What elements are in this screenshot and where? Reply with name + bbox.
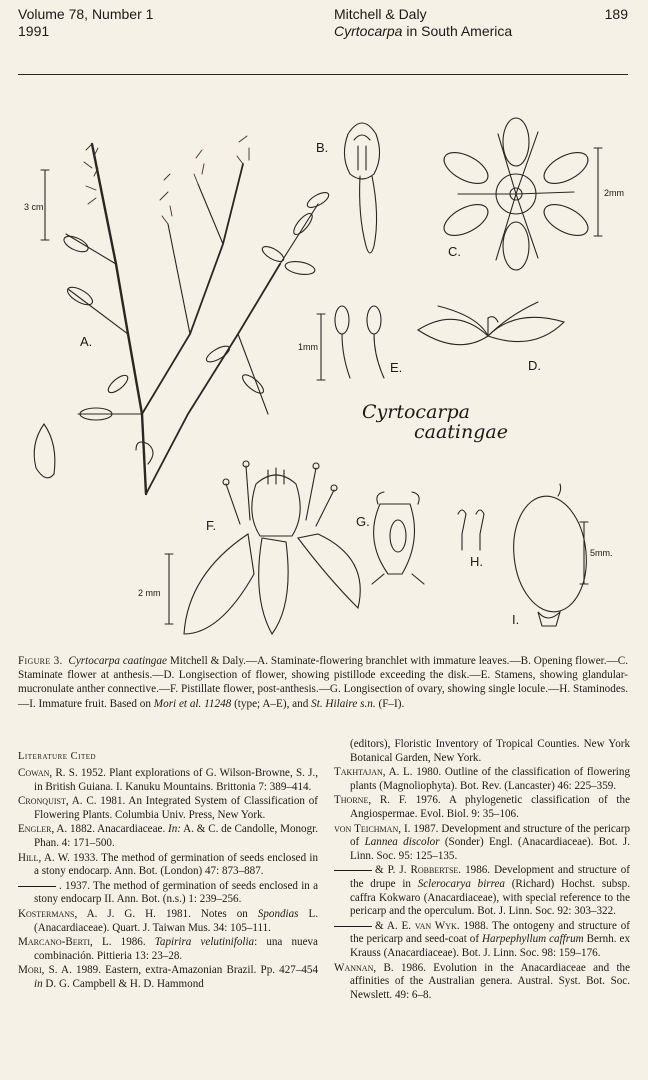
reference-continuation: (editors), Floristic Inventory of Tropical Counties. New York Botanical Garden, New York. [350,738,630,764]
scale-bar-i [580,522,588,584]
reference-italic: In: [168,823,181,836]
staminate-flower-c [439,118,593,270]
journal-volume: Volume 78, Number 1 [18,6,154,22]
branchlet-drawing-a [66,144,318,494]
ovary-longisection-g [372,492,424,584]
caption-text-2: (type; A–E), and [231,697,312,710]
reference-entry [334,920,630,961]
reference-text: 1989. Eastern, extra-Amazonian Brazil. Pp. 427–454 [71,964,319,977]
reference-text: . 1937. The method of germination of seeds enclosed in a stony endocarp II. Ann. Bot. (n.s.) 1: 239–256. [34,879,318,906]
scale-label-a: 3 cm [24,202,44,212]
reference-entry [334,962,630,1003]
reference-author: Cronquist, A. C. [18,795,97,808]
reference-text: 1981. An Integrated System of Classification of Flowering Plants. Columbia Univ. Press, New York. [34,795,318,821]
panel-label-a: A. [80,334,93,349]
staminodes-h [458,510,484,550]
botanical-illustration-plate [18,84,630,644]
scale-label-e: 1mm [298,342,318,352]
reference-text: 1988. The ontogeny and structure of the pericarp and seed-coat of [350,919,630,946]
panel-label-d: D. [528,358,541,373]
reference-author: & A. E. van Wyk. [375,919,460,932]
panel-label-g: G. [356,514,370,529]
reference-italic: Harpephyllum caffrum [482,933,584,946]
reference-entry [334,794,630,821]
reference-text-after: L. (Anacardiaceae). Quart. J. Taiwan Mus. 34: 105–111. [34,907,319,934]
literature-cited-heading: Literature Cited [18,751,97,762]
panel-label-f: F. [206,518,217,533]
panel-label-e: E. [390,360,403,375]
article-short-title [334,23,512,40]
reference-text-after: (Richard) Hochst. subsp. caffra Kokwaro (Anacardiaceae), with special reference to the pericarp and the operculum. Bot. J. Linn. Soc. 92: 303–322. [350,877,630,918]
reference-text-after: A. & C. de Candolle, Monogr. Phan. 4: 171–500. [34,823,318,849]
caption-collector-2: St. Hilaire s.n. [311,697,376,710]
panel-label-i: I. [512,612,520,627]
reference-text: 1981. Notes on [155,907,258,920]
caption-figure-label: Figure 3. [18,655,63,667]
reference-text-after: (Sonder) Engl. (Anacardiaceae). Bot. J. Linn. Soc. 95: 125–135. [350,836,630,862]
reference-author: Wannan, B. [334,961,394,974]
reference-entry [334,766,630,793]
reference-text: 1976. A phylogenetic classification of the Angiospermae. Evol. Biol. 9: 35–106. [350,794,630,820]
page-number: 189 [604,6,628,22]
reference-author: Marcano-Berti, L. [18,936,112,949]
repeat-author-dash [334,870,372,871]
reference-italic: Tapirira velutinifolia [154,936,255,949]
reference-entry [18,852,318,879]
reference-author: & P. J. Robbertse. [375,864,462,877]
reference-text: 1986. Evolution in the Anacardiaceae and the affinities of the Australian genera. Austral. Syst. Bot. Soc. Newslett. 49: 6–8. [350,961,630,1001]
species-title-genus: Cyrtocarpa [362,401,470,423]
species-handwritten-title [362,402,532,442]
scale-label-i: 5mm. [590,548,613,558]
caption-collector-1: Mori et al. 11248 [153,697,232,710]
reference-text: 1952. Plant explorations of G. Wilson-Browne, S. J., in British Guiana. I. Kanuku Mountains. Brittonia 7: 389–414. [34,767,318,793]
stamens-e [335,306,384,378]
scale-bar-f [165,554,173,624]
running-head-left [18,6,153,40]
reference-author: Mori, S. A. [18,964,72,977]
reference-italic: Sclerocarya birrea [417,877,505,890]
header-rule [18,74,628,75]
scale-label-f: 2 mm [138,588,161,598]
species-title-epithet: caatingae [414,421,508,443]
reference-entry [18,795,318,822]
reference-author: Cowan, R. S. [18,767,78,779]
reference-author: Hill, A. W. [18,851,70,864]
reference-entry [18,880,318,907]
longisection-d [418,302,564,345]
running-head-center [334,6,512,40]
reference-text: 1933. The method of germination of seeds enclosed in a stony endocarp. Ann. Bot. (London) 47: 873–887. [34,851,318,878]
short-title-rest: in South America [402,23,513,39]
journal-year: 1991 [18,23,50,39]
reference-text: 1987. Development and structure of the pericarp of [350,822,630,849]
references-column-1 [18,767,318,993]
references-column-2 [334,738,630,1003]
reference-entry [18,767,318,794]
reference-text: 1986. Development and structure of the drupe in [350,864,630,890]
reference-text-after: Bernh. ex Krauss (Anacardiaceae). Bot. J. Linn. Soc. 98: 159–176. [350,933,631,959]
reference-text-after: : una nueva combinación. Pittieria 13: 23–28. [34,936,318,962]
repeat-author-dash [334,926,372,927]
genus-name: Cyrtocarpa [334,23,403,39]
caption-species: Cyrtocarpa caatingae [68,655,167,667]
plate-drawing [18,84,630,644]
reference-entry [334,864,630,918]
repeat-author-dash [18,886,56,887]
immature-fruit-i [508,484,592,626]
scale-bar-e [317,314,325,380]
panel-label-c: C. [448,244,461,259]
article-authors: Mitchell & Daly [334,6,427,22]
reference-author: Kostermans, A. J. G. H. [18,907,156,920]
reference-entry [18,936,318,963]
reference-author: Takhtajan, A. L. [334,766,413,779]
reference-text-after: D. G. Campbell & H. D. Hammond [42,977,204,990]
reference-author: von Teichman, I. [334,822,411,835]
reference-entry [18,908,318,935]
opening-flower-b [344,123,379,253]
inflorescence-dots [84,136,249,224]
reference-italic: Lannea discolor [364,836,440,849]
reference-entry [18,964,318,991]
reference-italic: Spondias [257,907,299,920]
reference-author: Engler, A. [18,823,68,836]
reference-text: 1986. [111,936,155,949]
reference-italic: in [34,977,43,990]
reference-text: 1882. Anacardiaceae. [67,823,169,836]
figure-caption [18,654,628,711]
reference-author: Thorne, R. F. [334,794,407,807]
scale-label-c: 2mm [604,188,624,198]
caption-text-3: (F–I). [375,697,405,710]
reference-entry [18,823,318,850]
reference-text: 1980. Outline of the classification of flowering plants (Magnoliophyta). Bot. Rev. (Lancaster) 46: 225–359. [350,766,630,792]
caption-text-1: Mitchell & Daly.—A. Staminate-flowering branchlet with immature leaves.—B. Opening flower.—C. Staminate flower at anthesis.—D. Longisection of flower, showing pistillode exceeding the disk.—E. Stamens, showing glandular-mucronulate anther connective.—F. Pistillate flower, post-anthesis.—G. Longisection of ovary, showing single locule.—H. Staminodes.—I. Immature fruit. Based on [18,655,629,710]
panel-label-h: H. [470,554,483,569]
pistillate-flower-f [184,461,360,634]
scale-bar-c [594,148,602,236]
reference-entry [334,823,630,864]
panel-label-b: B. [316,140,329,155]
leaflets-a [34,190,331,478]
